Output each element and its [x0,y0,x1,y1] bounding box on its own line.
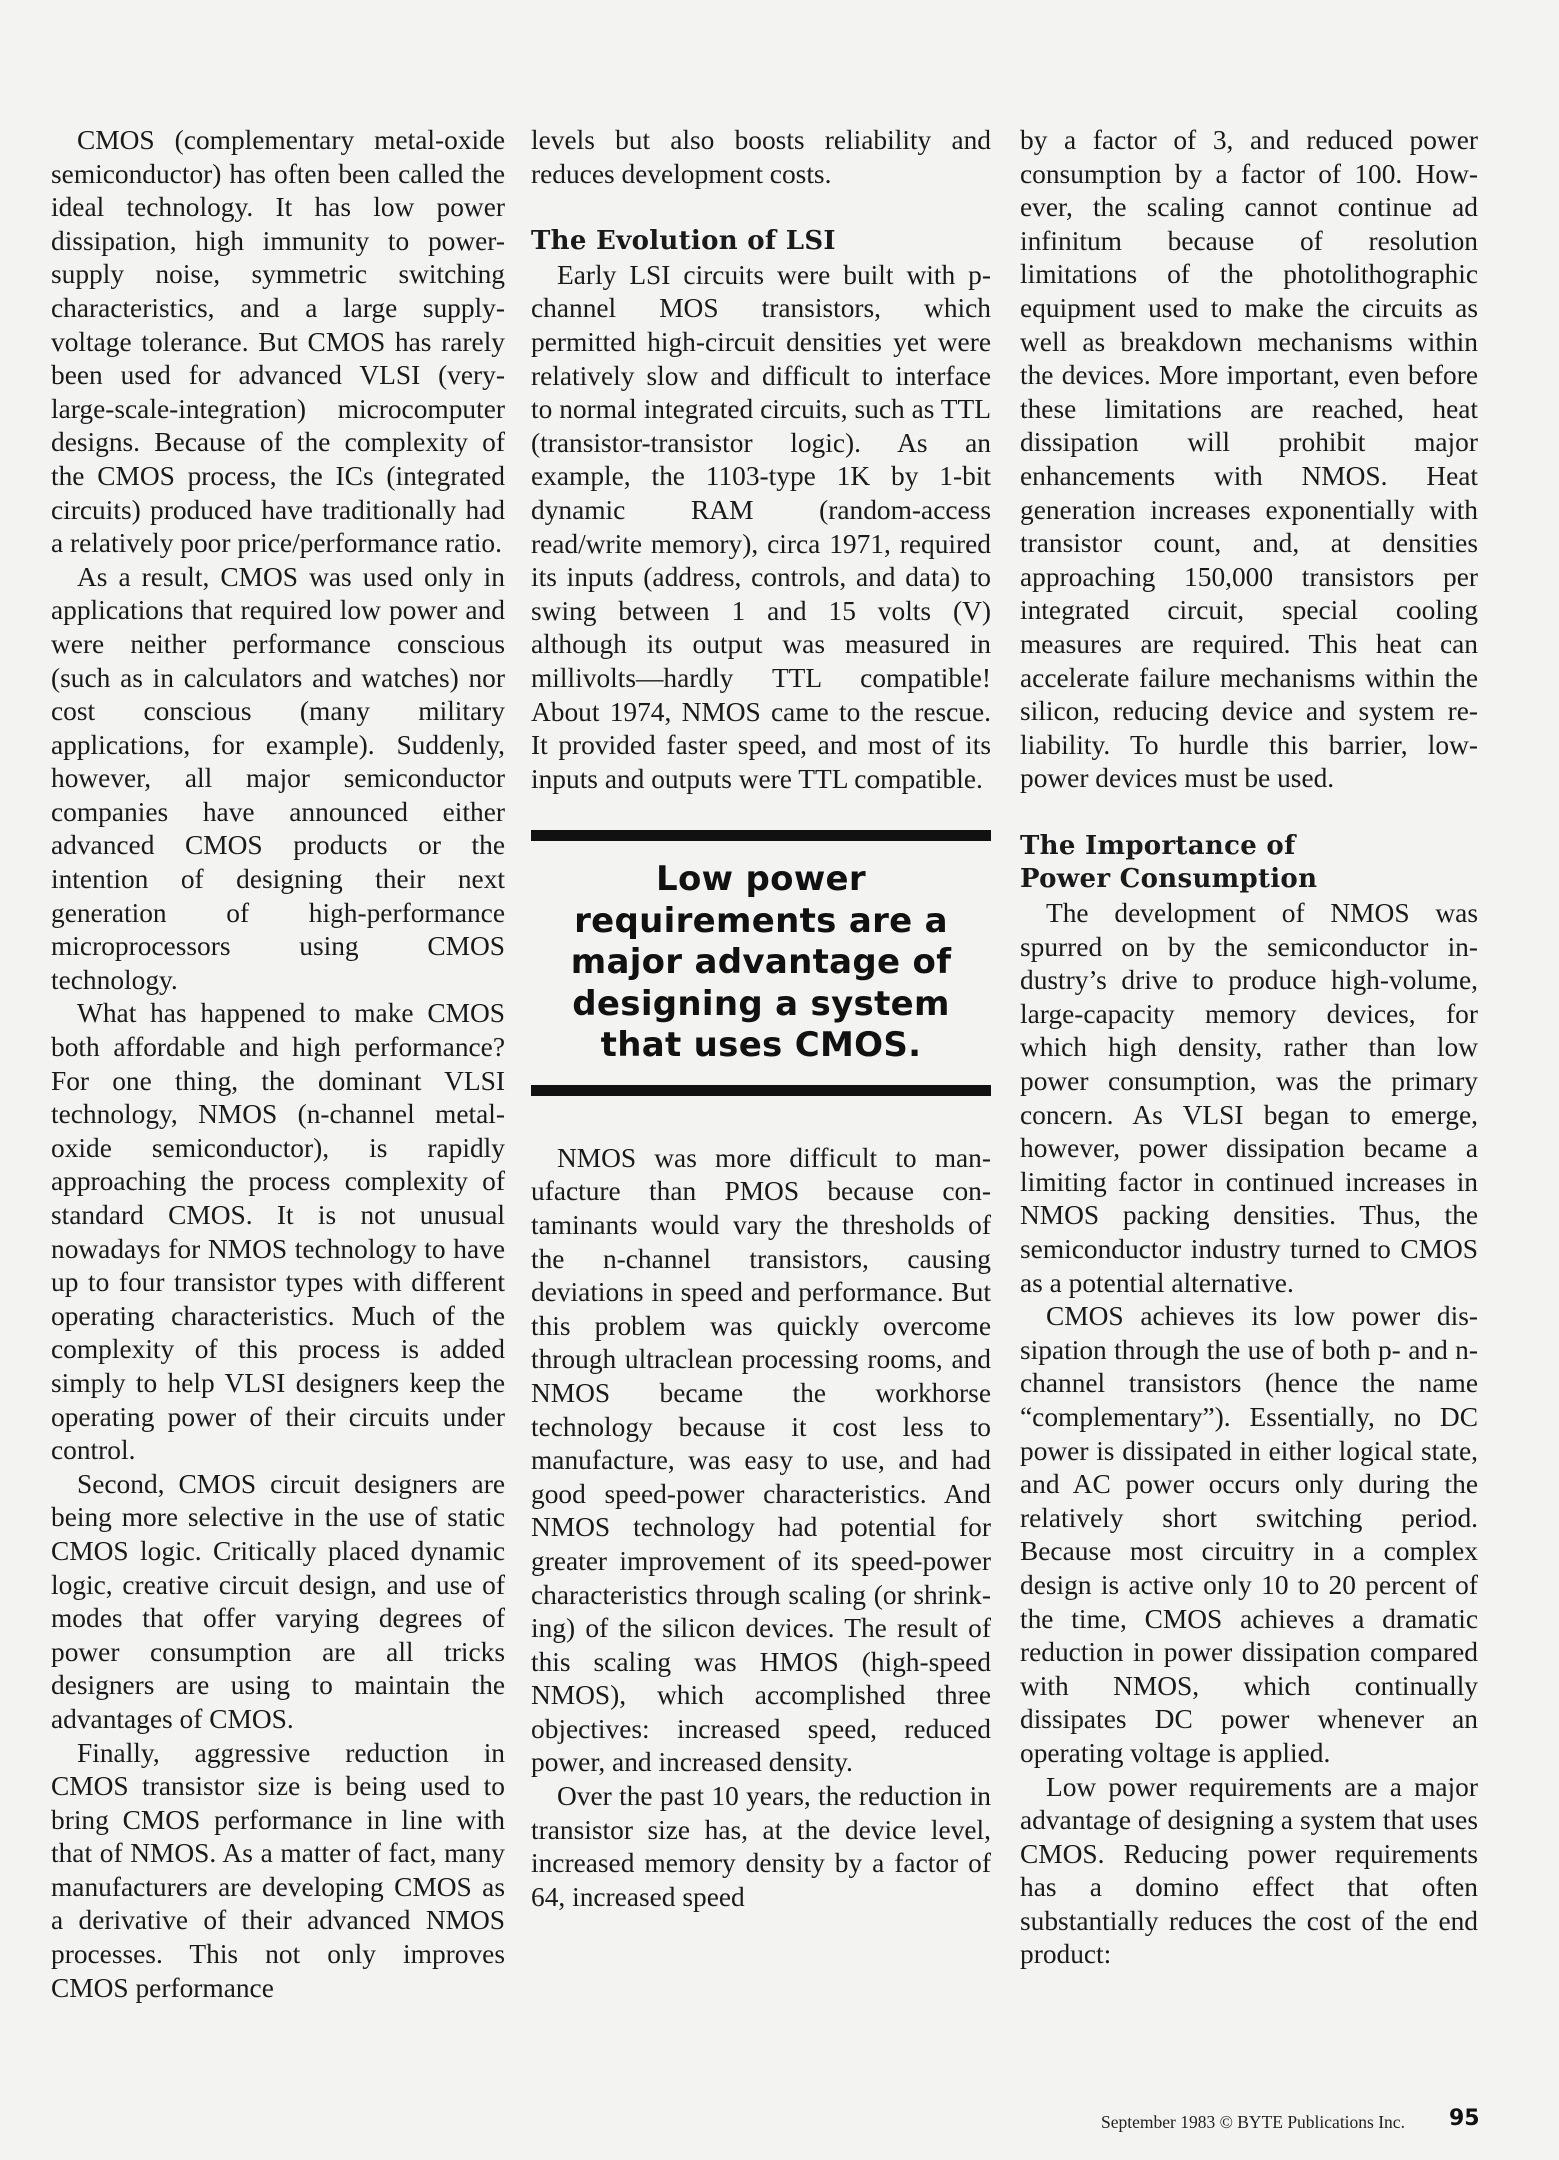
column-2 [531,124,991,1914]
spacer [531,191,991,225]
page-number: 95 [1449,2106,1480,2131]
spacer [531,1096,991,1142]
column-3 [1020,124,1478,1972]
section-heading-line-2: Power Consumption [1020,864,1318,895]
paragraph-continuation: by a factor of 3, and reduced power consumption by a factor of 100. However, the scaling cannot continue ad infinitum because of resolution limitations of the photolithographic equipment used to make the circuits as well as breakdown mechanisms within the devices. More important, even before these limitations are reached, heat dissipation will prohibit major enhancements with NMOS. Heat generation increases exponentially with transistor count, and, at densities approaching 150,000 transistors per integrated circuit, special cooling measures are required. This heat can accelerate failure mechanisms within the silicon, reducing device and system reliability. To hurdle this barrier, low-power devices must be used. [1020,125,1478,794]
footer-credit: September 1983 © BYTE Publications Inc. [1101,2112,1405,2132]
section-heading [1020,830,1478,897]
paragraph: The development of NMOS was spurred on by the semiconductor industry’s drive to produce high-volume, large-capacity memory devices, for which high density, rather than low power consumption, was the primary concern. As VLSI began to emerge, however, power dissipation became a limiting factor in continued increases in NMOS packing densities. Thus, the semiconductor industry turned to CMOS as a potential alternative. [1020,898,1478,1298]
paragraph: Second, CMOS circuit designers are being more selective in the use of static CMOS logic. Critically placed dynamic logic, creative circuit design, and use of modes that offer varying degrees of power consumption are all tricks designers are using to maintain the advantages of CMOS. [51,1468,505,1734]
spacer [1020,796,1478,830]
paragraph: Over the past 10 years, the reduction in transistor size has, at the device level, increased memory density by a factor of 64, increased speed [531,1781,991,1912]
paragraph: As a result, CMOS was used only in applications that required low power and were neither performance conscious (such as in calculators and watches) nor cost conscious (many military applications, for example). Suddenly, however, all major semiconductor companies have announced either advanced CMOS products or the intention of designing their next generation of high-performance microprocessors using CMOS technology. [51,561,505,995]
paragraph-continuation: levels but also boosts reliability and reduces development costs. [531,125,991,189]
paragraph: Low power requirements are a major advantage of designing a system that uses CMOS. Reducing power requirements has a domino effect that often substantially reduces the cost of the end product: [1020,1771,1478,1970]
column-1 [51,124,505,2005]
paragraph: Early LSI circuits were built with p-channel MOS transistors, which permitted high-circuit densities yet were relatively slow and difficult to interface to normal integrated circuits, such as TTL (transistor-transistor logic). As an example, the 1103-type 1K by 1-bit dynamic RAM (random-access read/write memory), circa 1971, required its inputs (address, controls, and data) to swing between 1 and 15 volts (V) although its output was measured in millivolts—hardly TTL compatible! About 1974, NMOS came to the rescue. It provided faster speed, and most of its inputs and outputs were TTL compatible. [531,259,991,794]
paragraph: What has happened to make CMOS both affordable and high performance? For one thing, the dominant VLSI technology, NMOS (n-channel metal-oxide semiconductor), is rapidly approaching the process complexity of standard CMOS. It is not unusual nowadays for NMOS technology to have up to four transistor types with different operating characteristics. Much of the complexity of this process is added simply to help VLSI designers keep the operating power of their circuits under control. [51,998,505,1466]
paragraph: CMOS (complementary metal-oxide semiconductor) has often been called the ideal technology. It has low power dissipation, high immunity to power-supply noise, symmetric switching characteristics, and a large supply-voltage tolerance. But CMOS has rarely been used for advanced VLSI (very-large-scale-integration) microcomputer designs. Because of the complexity of the CMOS process, the ICs (integrated circuits) produced have traditionally had a relatively poor price/performance ratio. [51,125,505,559]
section-heading-line-1: The Importance of [1020,830,1296,861]
section-heading: The Evolution of LSI [531,226,836,257]
paragraph: NMOS was more difficult to manufacture than PMOS because contaminants would vary the thresholds of the n-channel transistors, causing deviations in speed and performance. But this problem was quickly overcome through ultraclean processing rooms, and NMOS became the workhorse technology because it cost less to manufacture, was easy to use, and had good speed-power characteristics. And NMOS technology had potential for greater improvement of its speed-power characteristics through scaling (or shrinking) of the silicon devices. The result of this scaling was HMOS (high-speed NMOS), which accomplished three objectives: increased speed, reduced power, and increased density. [531,1142,991,1778]
paragraph: CMOS achieves its low power dissipation through the use of both p- and n-channel transistors (hence the name “complementary”). Essentially, no DC power is dissipated in either logical state, and AC power occurs only during the relatively short switching period. Because most circuitry in a complex design is active only 10 to 20 percent of the time, CMOS achieves a dramatic reduction in power dissipation compared with NMOS, which continually dissipates DC power whenever an operating voltage is applied. [1020,1301,1478,1768]
pull-quote: Low power requirements are a major advantage of designing a system that uses CMOS. [531,830,991,1096]
paragraph: Finally, aggressive reduction in CMOS transistor size is being used to bring CMOS performance in line with that of NMOS. As a matter of fact, many manufacturers are developing CMOS as a derivative of their advanced NMOS processes. This not only improves CMOS performance [51,1737,505,2003]
